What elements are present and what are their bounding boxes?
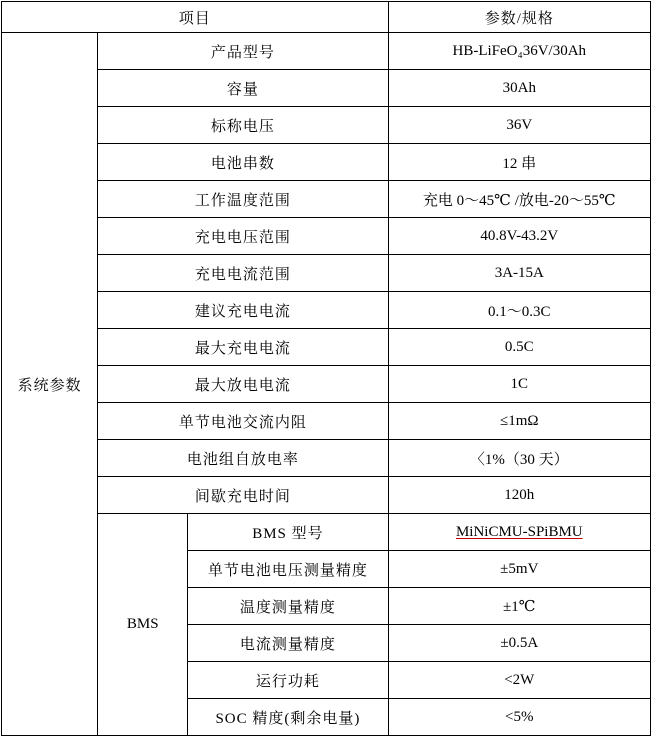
row-item-label: 工作温度范围 (98, 181, 388, 218)
row-value: 12 串 (388, 144, 650, 181)
row-value: ±1℃ (388, 588, 650, 625)
table-row (2, 477, 651, 514)
row-item-label: 充电电流范围 (98, 255, 388, 292)
row-value: 40.8V-43.2V (388, 218, 650, 255)
row-item-label: 间歇充电时间 (98, 477, 388, 514)
table-row (2, 440, 651, 477)
row-value: ≤1mΩ (388, 403, 650, 440)
table-row (2, 255, 651, 292)
row-value: 36V (388, 107, 650, 144)
row-item-label: 电池组自放电率 (98, 440, 388, 477)
row-value: 0.5C (388, 329, 650, 366)
row-item-label: 电流测量精度 (188, 625, 388, 662)
row-item-label: 最大充电电流 (98, 329, 388, 366)
header-item-label: 项目 (2, 2, 389, 33)
row-item-label: 充电电压范围 (98, 218, 388, 255)
row-item-label: BMS 型号 (188, 514, 388, 551)
row-item-label: 单节电池交流内阻 (98, 403, 388, 440)
row-value: 0.1～0.3C (388, 292, 650, 329)
row-item-label: 单节电池电压测量精度 (188, 551, 388, 588)
row-item-label: 温度测量精度 (188, 588, 388, 625)
row-value: 1C (388, 366, 650, 403)
table-row (2, 33, 651, 70)
row-value: ±5mV (388, 551, 650, 588)
row-value: 3A-15A (388, 255, 650, 292)
row-item-label: 标称电压 (98, 107, 388, 144)
row-value: 充电 0～45℃ /放电-20～55℃ (388, 181, 650, 218)
table-row (2, 181, 651, 218)
table-row (2, 218, 651, 255)
row-value: <5% (388, 699, 650, 736)
table-row (2, 70, 651, 107)
spec-sheet (0, 1, 652, 727)
table-row (2, 403, 651, 440)
table-row (2, 144, 651, 181)
row-item-label: 产品型号 (98, 33, 388, 70)
row-value: 30Ah (388, 70, 650, 107)
group-label-system-parameters: 系统参数 (2, 33, 98, 736)
header-value-label: 参数/规格 (388, 2, 650, 33)
table-row (2, 329, 651, 366)
table-row (2, 514, 651, 551)
row-value: <2W (388, 662, 650, 699)
specification-table (1, 1, 651, 736)
table-row (2, 366, 651, 403)
table-row (2, 292, 651, 329)
table-header-row (2, 2, 651, 33)
row-item-label: SOC 精度(剩余电量) (188, 699, 388, 736)
row-item-label: 容量 (98, 70, 388, 107)
group-label-bms: BMS (98, 514, 188, 736)
row-value: MiNiCMU-SPiBMU (388, 514, 650, 551)
row-value: 120h (388, 477, 650, 514)
row-item-label: 电池串数 (98, 144, 388, 181)
row-value: HB-LiFeO₄36V/30Ah (388, 33, 650, 70)
row-value: ±0.5A (388, 625, 650, 662)
table-row (2, 107, 651, 144)
row-item-label: 最大放电电流 (98, 366, 388, 403)
row-item-label: 运行功耗 (188, 662, 388, 699)
row-value: 〈1%（30 天） (388, 440, 650, 477)
row-item-label: 建议充电电流 (98, 292, 388, 329)
